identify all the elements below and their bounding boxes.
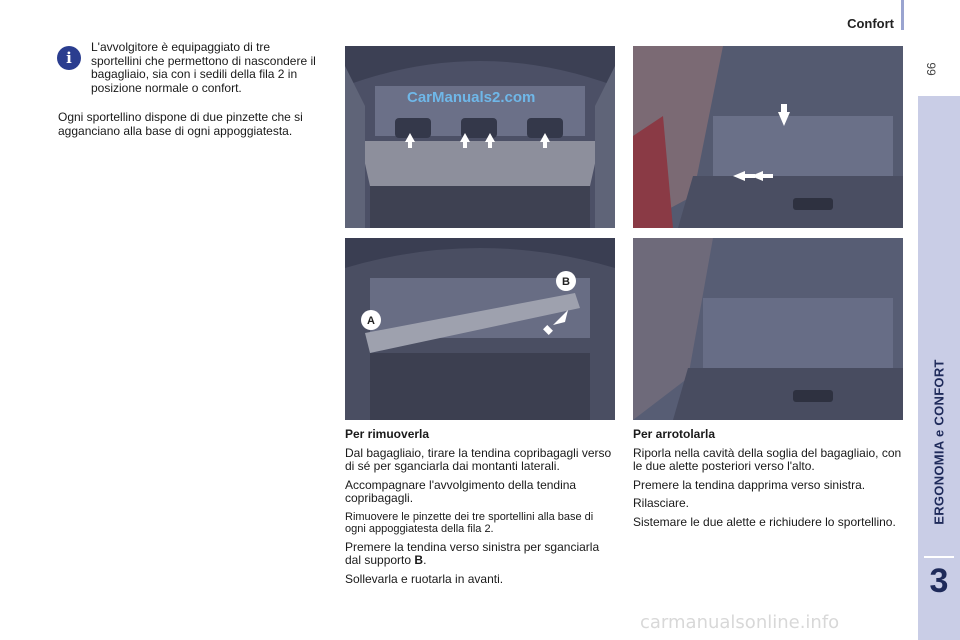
remove-title: Per rimuoverla (345, 427, 430, 441)
photo-cover-removal (345, 238, 615, 420)
photo-cover-rolled (633, 238, 903, 420)
photo-cover-stowed (633, 46, 903, 228)
support-b-ref: B (414, 553, 424, 567)
roll-instructions (633, 428, 903, 534)
header-rule (901, 0, 904, 30)
remove-step-4 (345, 541, 615, 568)
section-title: Confort (847, 16, 894, 31)
info-icon: i (57, 46, 81, 70)
roll-step-1: Riporla nella cavità della soglia del bagagliaio, con le due alette posteriori verso l'alto. (633, 445, 902, 473)
roll-step-3: Rilasciare. (633, 496, 690, 510)
roll-step-4: Sistemare le due alette e richiudere lo sportellino. (633, 514, 896, 529)
photo-cover-rolled-illustration (633, 238, 903, 420)
page-number: 99 (924, 62, 938, 76)
remove-step-5: Sollevarla e ruotarla in avanti. (345, 571, 504, 586)
footer-watermark: carmanualsonline.info (640, 612, 840, 633)
remove-step-4-text: Premere la tendina verso sinistra per sganciarla dal supporto (345, 539, 600, 567)
chapter-number: 3 (929, 562, 949, 600)
photo-cover-installed (345, 46, 615, 228)
photo-cover-removal-illustration (345, 238, 615, 420)
label-a: A (367, 315, 375, 327)
chapter-tab-label: ERGONOMIA e CONFORT (931, 359, 947, 525)
info-note: L'avvolgitore è equipaggiato di tre sportellini che permettono di nascondere il bagagliaio, sia con i sedili della fila 2 in posizione normale o confort. (91, 40, 316, 95)
roll-title: Per arrotolarla (633, 427, 716, 441)
roll-step-2: Premere la tendina dapprima verso sinistra. (633, 477, 866, 492)
intro-paragraph: Ogni sportellino dispone di due pinzette che si agganciano alla base di ogni appoggiatesta. (58, 110, 303, 138)
remove-instructions (345, 428, 615, 591)
chapter-tab-divider (924, 556, 954, 558)
remove-step-3: Rimuovere le pinzette dei tre sportellini alla base di ogni appoggiatesta della fila 2. (345, 510, 594, 535)
remove-step-4-end: . (423, 553, 427, 567)
remove-step-2: Accompagnare l'avvolgimento della tendina copribagagli. (345, 477, 577, 505)
photo-cover-stowed-illustration (633, 46, 903, 228)
photo-watermark: CarManuals2.com (407, 89, 536, 106)
photo-cover-installed-illustration (345, 46, 615, 228)
label-b: B (562, 276, 570, 288)
remove-step-1: Dal bagagliaio, tirare la tendina copribagagli verso di sé per sganciarla dai montanti laterali. (345, 445, 612, 473)
